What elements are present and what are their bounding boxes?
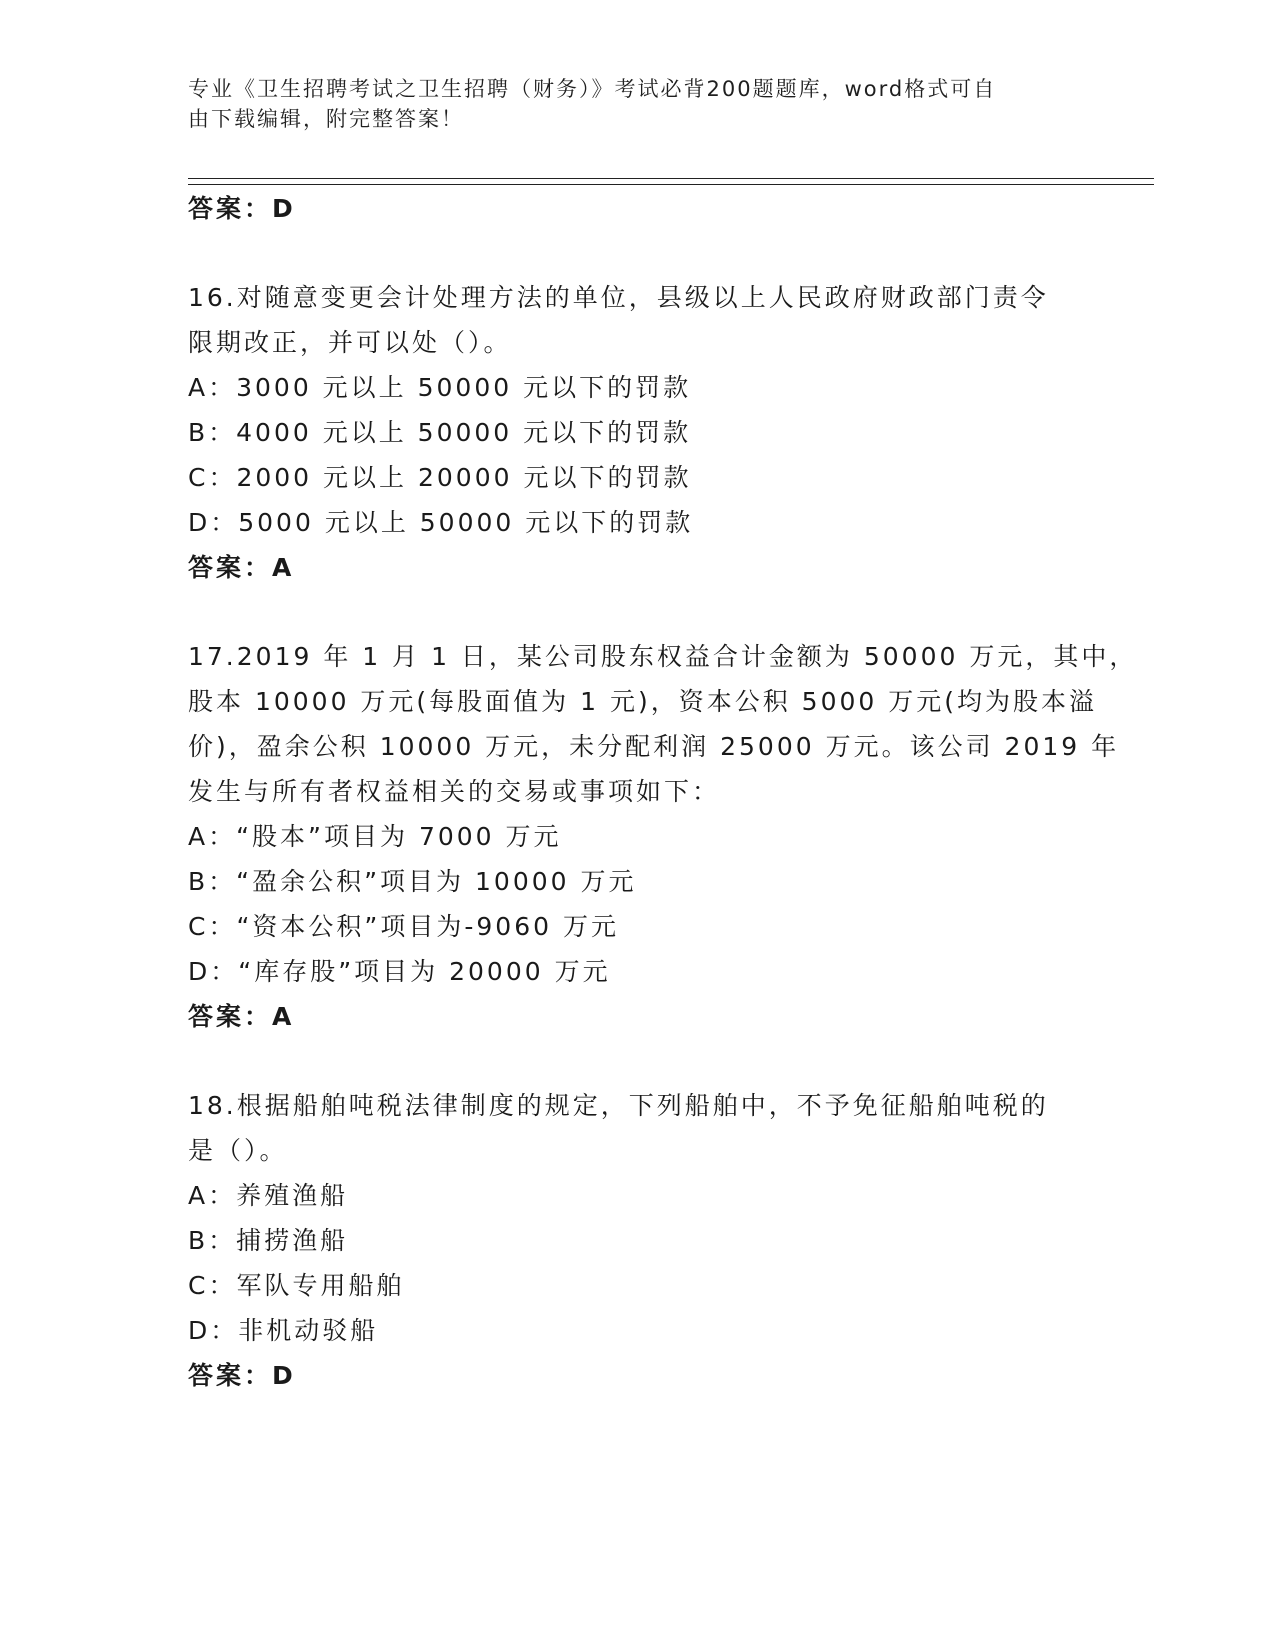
- answer-line: 答案：D: [188, 1361, 296, 1390]
- page-header: [188, 74, 1068, 134]
- option-b: B：“盈余公积”项目为 10000 万元: [188, 867, 637, 896]
- question-list: [188, 186, 1138, 1398]
- question-16: [188, 275, 1088, 590]
- question-stem-line: 17.2019 年 1 月 1 日，某公司股东权益合计金额为 50000 万元，其中，: [188, 642, 1138, 671]
- question-17: [188, 634, 1138, 1039]
- answer-line: 答案：D: [188, 194, 296, 223]
- option-c: C：“资本公积”项目为-9060 万元: [188, 912, 619, 941]
- option-a: A：3000 元以上 50000 元以下的罚款: [188, 373, 692, 402]
- option-d: D：“库存股”项目为 20000 万元: [188, 957, 611, 986]
- option-c: C：2000 元以上 20000 元以下的罚款: [188, 463, 692, 492]
- spacer: [188, 1039, 1088, 1083]
- header-line-2: 由下载编辑，附完整答案！: [188, 107, 464, 131]
- spacer: [188, 590, 1088, 634]
- option-c: C：军队专用船舶: [188, 1271, 405, 1300]
- question-stem-line: 发生与所有者权益相关的交易或事项如下：: [188, 777, 721, 806]
- header-divider: [188, 178, 1154, 185]
- option-a: A：养殖渔船: [188, 1181, 349, 1210]
- question-stem-line: 是（）。: [188, 1136, 288, 1165]
- question-stem-line: 18.根据船舶吨税法律制度的规定，下列船舶中，不予免征船舶吨税的: [188, 1091, 1049, 1120]
- option-d: D：5000 元以上 50000 元以下的罚款: [188, 508, 694, 537]
- header-line-1: 专业《卫生招聘考试之卫生招聘（财务）》考试必背200题题库，word格式可自: [188, 77, 997, 101]
- question-stem-line: 限期改正，并可以处（）。: [188, 328, 512, 357]
- question-stem-line: 价)，盈余公积 10000 万元，未分配利润 25000 万元。该公司 2019 年: [188, 732, 1120, 761]
- answer-line: 答案：A: [188, 553, 295, 582]
- spacer: [188, 231, 1088, 275]
- option-b: B：4000 元以上 50000 元以下的罚款: [188, 418, 692, 447]
- option-a: A：“股本”项目为 7000 万元: [188, 822, 562, 851]
- question-stem-line: 16.对随意变更会计处理方法的单位，县级以上人民政府财政部门责令: [188, 283, 1049, 312]
- option-b: B：捕捞渔船: [188, 1226, 349, 1255]
- question-18: [188, 1083, 1088, 1398]
- answer-line: 答案：A: [188, 1002, 295, 1031]
- question-stem-line: 股本 10000 万元(每股面值为 1 元)，资本公积 5000 万元(均为股本溢: [188, 687, 1098, 716]
- option-d: D：非机动驳船: [188, 1316, 379, 1345]
